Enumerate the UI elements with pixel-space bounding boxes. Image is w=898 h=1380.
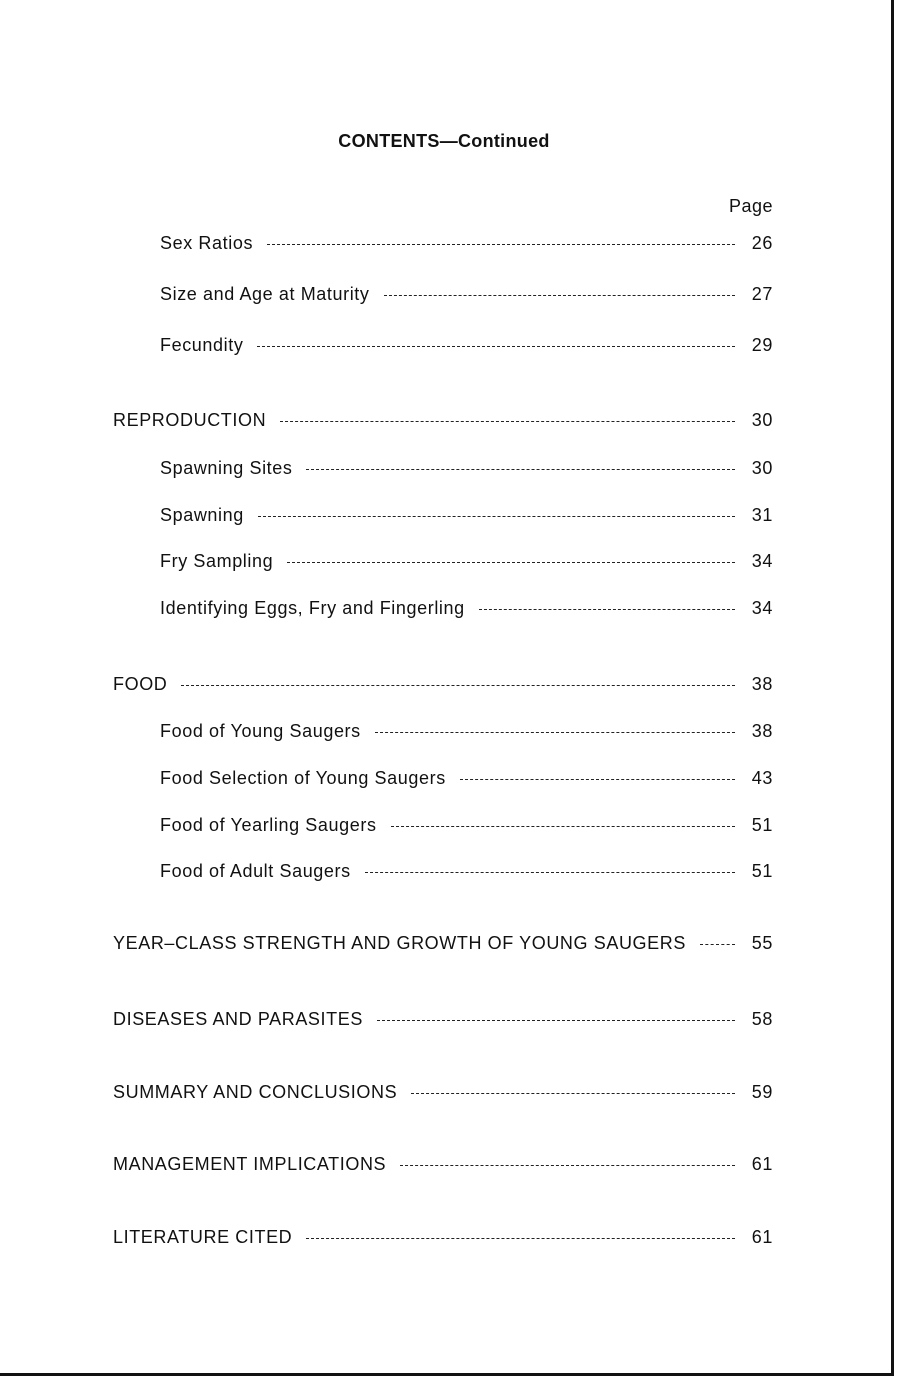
dot-leader xyxy=(479,609,735,610)
dot-leader xyxy=(391,826,735,827)
toc-entry-page: 26 xyxy=(751,233,773,253)
toc-entry-food-of-young-saugers[interactable] xyxy=(160,721,773,747)
toc-entry-reproduction[interactable] xyxy=(113,410,773,436)
toc-entry-page: 29 xyxy=(751,335,773,355)
toc-entry-page: 61 xyxy=(751,1154,773,1174)
dot-leader xyxy=(384,295,735,296)
toc-entry-page: 34 xyxy=(751,551,773,571)
toc-entry-diseases-and-parasites[interactable] xyxy=(113,1009,773,1035)
toc-entry-summary-and-conclusions[interactable] xyxy=(113,1082,773,1108)
toc-entry-spawning-sites[interactable] xyxy=(160,458,773,484)
toc-entry-label: SUMMARY AND CONCLUSIONS xyxy=(113,1082,398,1102)
toc-entry-sex-ratios[interactable] xyxy=(160,233,773,259)
toc-entry-page: 38 xyxy=(751,721,773,741)
toc-entry-page: 27 xyxy=(751,284,773,304)
toc-entry-page: 59 xyxy=(751,1082,773,1102)
dot-leader xyxy=(181,685,735,686)
toc-entry-food-selection[interactable] xyxy=(160,768,773,794)
toc-entry-label: Food of Yearling Saugers xyxy=(160,815,377,835)
toc-entry-page: 38 xyxy=(751,674,773,694)
dot-leader xyxy=(306,469,735,470)
toc-entry-label: FOOD xyxy=(113,674,168,694)
dot-leader xyxy=(258,516,735,517)
toc-entry-food-of-adult-saugers[interactable] xyxy=(160,861,773,887)
toc-entry-page: 61 xyxy=(751,1227,773,1247)
toc-entry-label: REPRODUCTION xyxy=(113,410,267,430)
toc-entry-label: Fry Sampling xyxy=(160,551,274,571)
toc-entry-label: LITERATURE CITED xyxy=(113,1227,293,1247)
toc-entry-page: 55 xyxy=(751,933,773,953)
toc-entry-year-class-strength[interactable] xyxy=(113,933,773,959)
toc-entry-management-implications[interactable] xyxy=(113,1154,773,1180)
toc-entry-label: Sex Ratios xyxy=(160,233,254,253)
dot-leader xyxy=(257,346,735,347)
dot-leader xyxy=(365,872,735,873)
toc-entry-label: Food Selection of Young Saugers xyxy=(160,768,446,788)
dot-leader xyxy=(267,244,735,245)
toc-entry-page: 58 xyxy=(751,1009,773,1029)
toc-entry-label: Fecundity xyxy=(160,335,244,355)
toc-entry-literature-cited[interactable] xyxy=(113,1227,773,1253)
dot-leader xyxy=(400,1165,735,1166)
dot-leader xyxy=(306,1238,735,1239)
dot-leader xyxy=(287,562,735,563)
dot-leader xyxy=(411,1093,735,1094)
toc-entry-page: 34 xyxy=(751,598,773,618)
toc-entry-label: Spawning xyxy=(160,505,244,525)
toc-entry-label: DISEASES AND PARASITES xyxy=(113,1009,363,1029)
dot-leader xyxy=(460,779,735,780)
toc-entry-size-and-age-at-maturity[interactable] xyxy=(160,284,773,310)
toc-entry-page: 43 xyxy=(751,768,773,788)
toc-entry-fry-sampling[interactable] xyxy=(160,551,773,577)
toc-entry-page: 51 xyxy=(751,861,773,881)
toc-entry-page: 51 xyxy=(751,815,773,835)
toc-entry-label: Size and Age at Maturity xyxy=(160,284,370,304)
dot-leader xyxy=(700,944,735,945)
toc-entry-label: Food of Adult Saugers xyxy=(160,861,351,881)
toc-entry-food-of-yearling-saugers[interactable] xyxy=(160,815,773,841)
page-title: CONTENTS—Continued xyxy=(338,131,550,151)
toc-entry-identifying-eggs[interactable] xyxy=(160,598,773,624)
toc-entry-page: 30 xyxy=(751,410,773,430)
toc-entry-fecundity[interactable] xyxy=(160,335,773,361)
page-column-heading: Page xyxy=(729,196,774,216)
dot-leader xyxy=(280,421,735,422)
toc-entry-spawning[interactable] xyxy=(160,505,773,531)
toc-entry-label: Spawning Sites xyxy=(160,458,293,478)
toc-entry-label: Identifying Eggs, Fry and Fingerling xyxy=(160,598,465,618)
toc-entry-food[interactable] xyxy=(113,674,773,700)
toc-entry-label: Food of Young Saugers xyxy=(160,721,361,741)
toc-entry-label: MANAGEMENT IMPLICATIONS xyxy=(113,1154,387,1174)
dot-leader xyxy=(375,732,735,733)
dot-leader xyxy=(377,1020,735,1021)
toc-entry-page: 30 xyxy=(751,458,773,478)
toc-entry-page: 31 xyxy=(751,505,773,525)
toc-entry-label: YEAR–CLASS STRENGTH AND GROWTH OF YOUNG SAUGERS xyxy=(113,933,686,953)
